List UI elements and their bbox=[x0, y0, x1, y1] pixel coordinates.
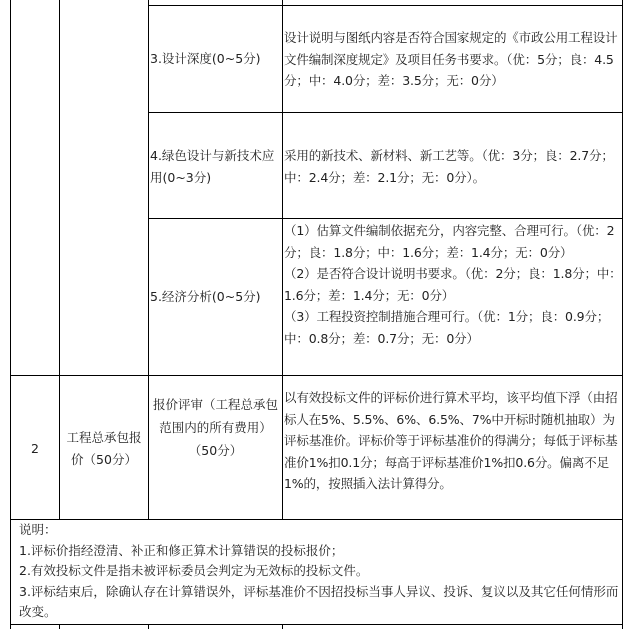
table-border-right bbox=[622, 0, 623, 629]
economic-item-3: （3）工程投资控制措施合理可行。（优：1分；良：0.9分；中：0.8分；差：0.7分；无：0分） bbox=[284, 309, 610, 346]
economic-item-1: （1）估算文件编制依据充分，内容完整、合理可行。（优：2分；良：1.8分；中：1.6分；差：1.4分；无：0分） bbox=[284, 223, 615, 260]
note-item-1: 1.评标价指经澄清、补正和修正算术计算错误的投标报价； bbox=[19, 542, 344, 558]
row-divider-c bbox=[10, 375, 623, 376]
description-economic-analysis bbox=[283, 220, 622, 349]
criterion-green-design: 4.绿色设计与新技术应用(0~3分) bbox=[150, 148, 275, 185]
notes-block bbox=[11, 520, 622, 623]
criterion-economic-analysis: 5.经济分析(0~5分) bbox=[150, 289, 261, 304]
economic-item-2: （2）是否符合设计说明书要求。（优：2分；良：1.8分；中：1.6分；差：1.4分；无：0分） bbox=[284, 266, 622, 303]
note-item-2: 2.有效投标文件是指未被评标委员会判定为无效标的投标文件。 bbox=[19, 563, 369, 578]
row-divider-a bbox=[148, 112, 623, 113]
criterion-design-depth: 3.设计深度(0~5分) bbox=[150, 51, 261, 66]
row-divider-e bbox=[10, 624, 623, 625]
criterion-price-review-score: （50分） bbox=[188, 443, 243, 458]
description-design-depth: 设计说明与图纸内容是否符合国家规定的《市政公用工程设计文件编制深度规定》及项目任务书要求。（优：5分；良：4.5分；中：4.0分；差：3.5分；无：0分） bbox=[284, 30, 618, 88]
category-contract-price: 工程总承包报价（50分） bbox=[66, 430, 142, 467]
criterion-price-review-title: 报价评审（工程总承包范围内的所有费用） bbox=[152, 397, 278, 435]
row-divider-top bbox=[148, 5, 623, 6]
criterion-price-review bbox=[149, 393, 282, 462]
note-item-3: 3.评标结束后，除确认存在计算错误外，评标基准价不因招投标当事人异议、投诉、复议以及其它任何情形而改变。 bbox=[19, 583, 619, 619]
item-number: 2 bbox=[31, 441, 39, 456]
description-price-review: 以有效投标文件的评标价进行算术平均，该平均值下浮（由招标人在5%、5.5%、6%、6.5%、7%中开标时随机抽取）为评标基准价。评标价等于评标基准价的得满分；每低于评标基准价1%扣0.1分；每高于评标基准价1%扣0.6分。偏离不足1%的，按照插入法计算得分。 bbox=[284, 390, 618, 491]
notes-title: 说明： bbox=[19, 522, 57, 537]
description-green-design: 采用的新技术、新材料、新工艺等。（优：3分；良：2.7分；中：2.4分；差：2.1分；无：0分）。 bbox=[284, 148, 614, 185]
row-divider-b bbox=[148, 218, 623, 219]
